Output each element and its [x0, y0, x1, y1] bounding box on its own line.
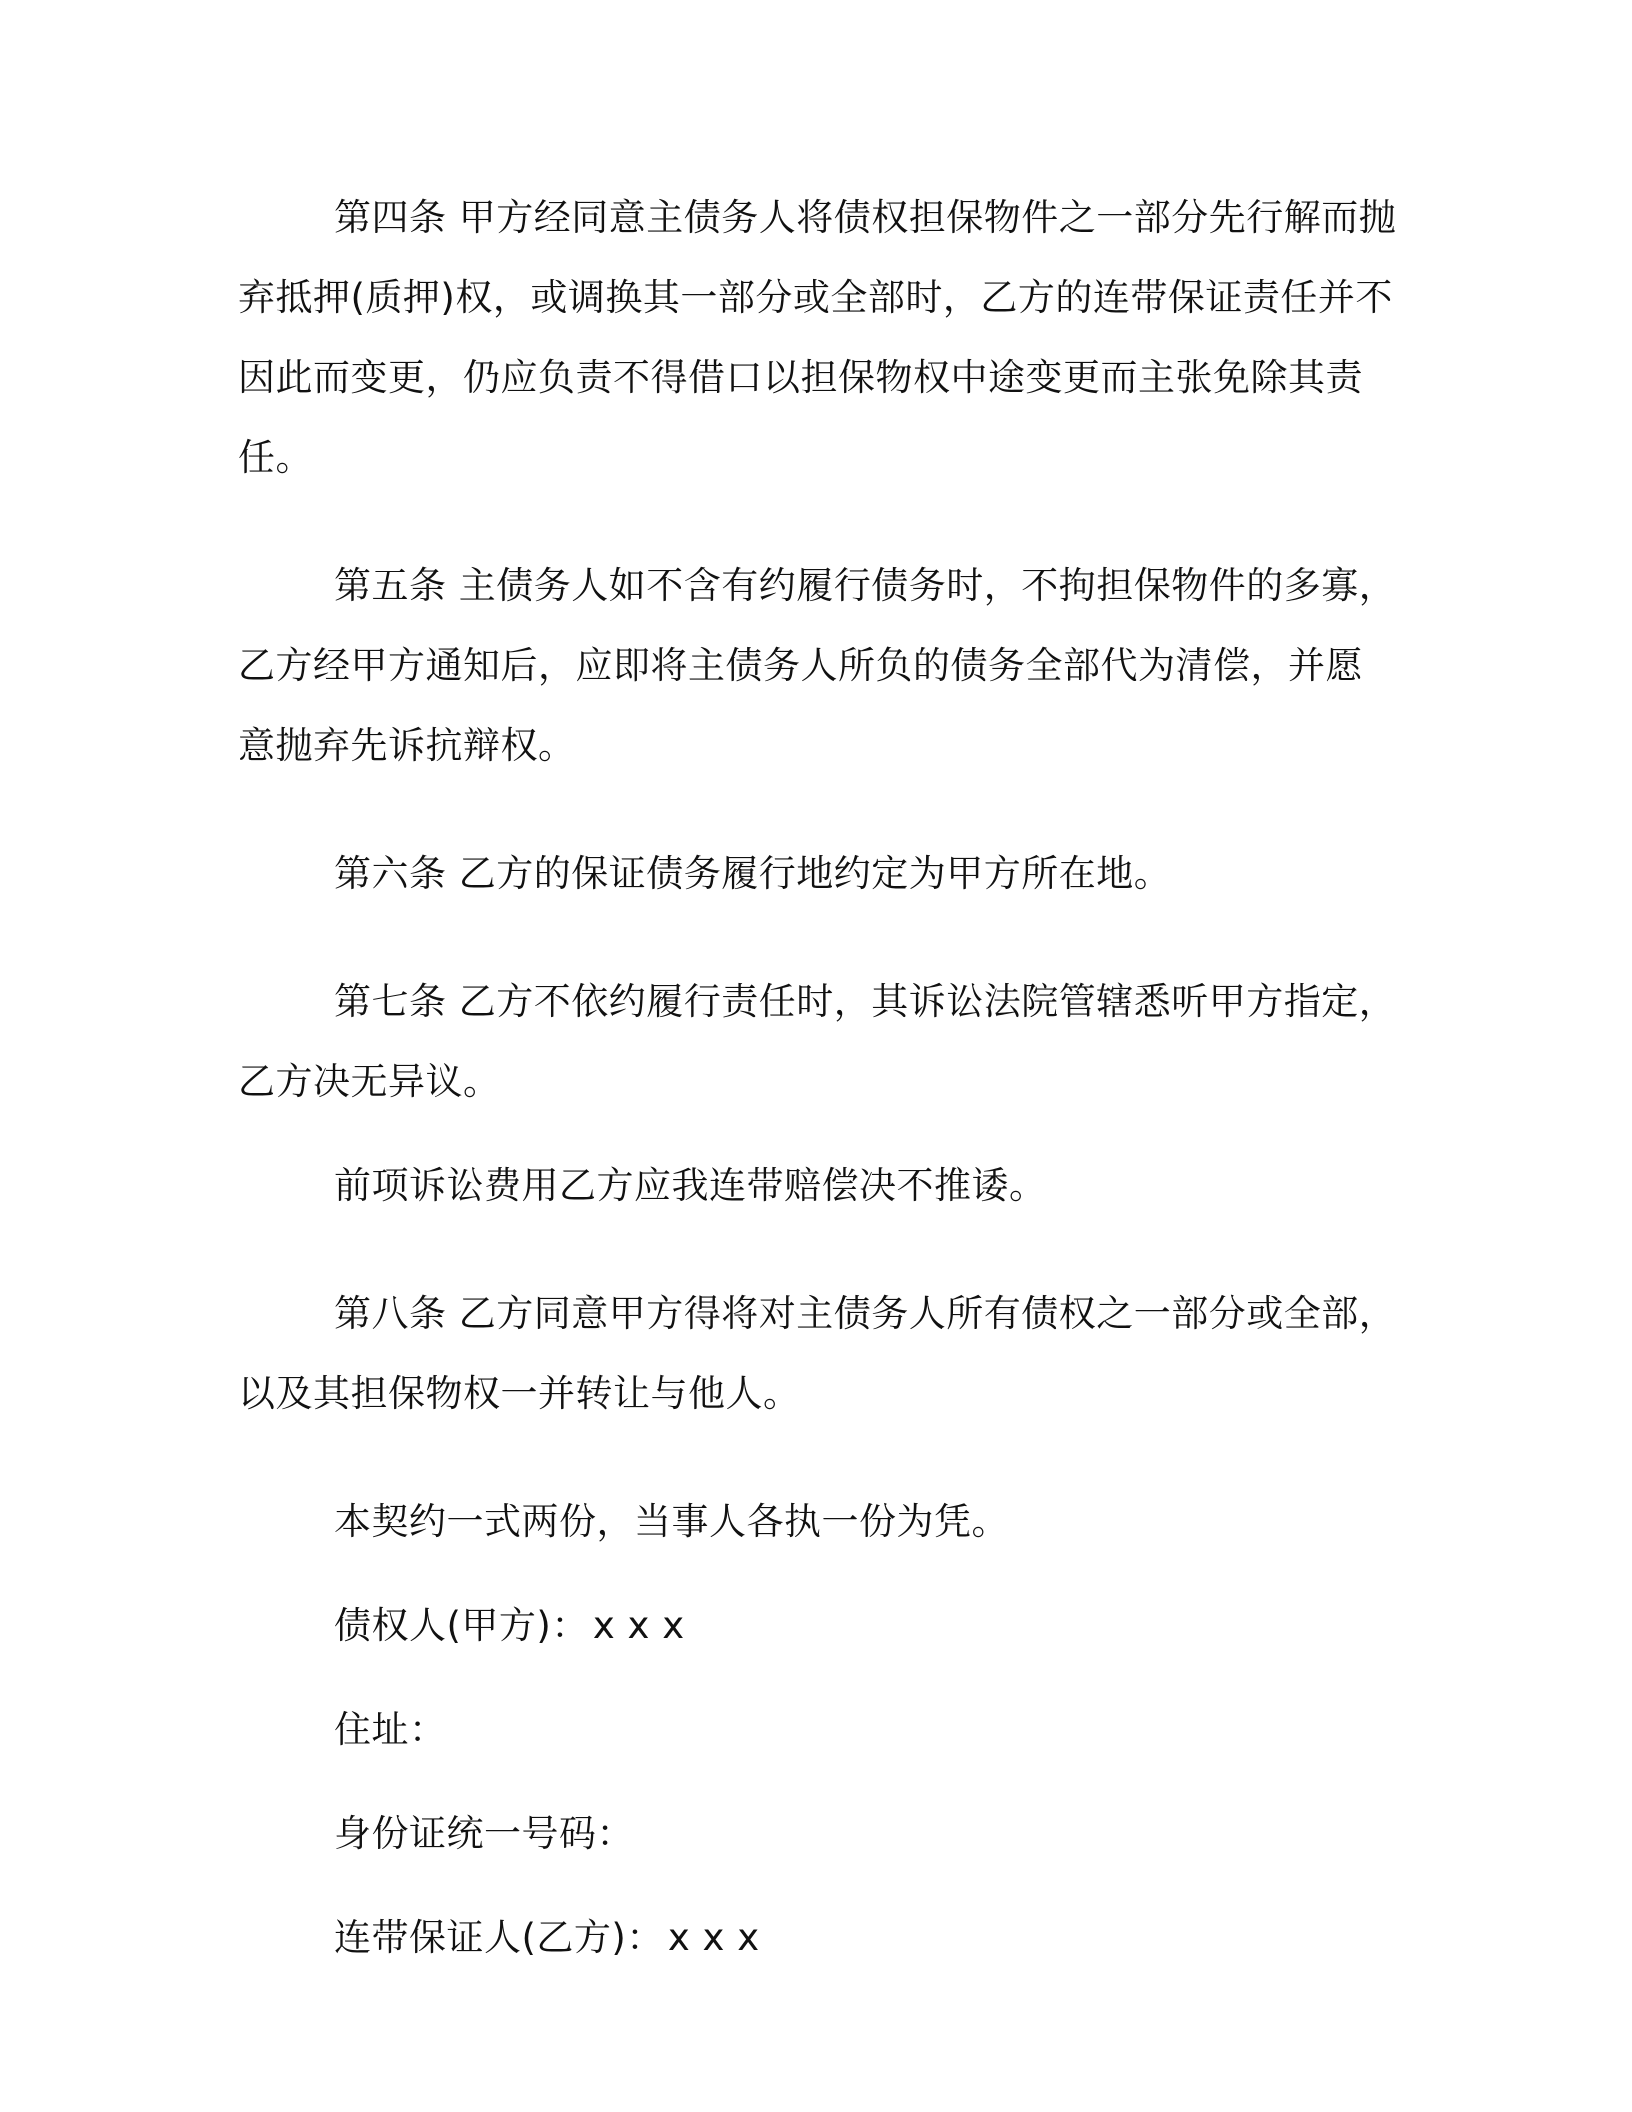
creditor-label: 债权人(甲方)： — [334, 1604, 589, 1647]
id-number-field — [238, 1794, 1398, 1874]
article-8-paragraph: 第八条 乙方同意甲方得将对主债务人所有债权之一部分或全部，以及其担保物权一并转让与他人。 — [238, 1292, 1397, 1415]
article-7-paragraph: 第七条 乙方不依约履行责任时，其诉讼法院管辖悉听甲方指定，乙方决无异议。 — [238, 980, 1397, 1103]
address-label: 住址： — [334, 1708, 447, 1751]
document-body — [238, 178, 1398, 2002]
address-field — [238, 1690, 1398, 1770]
guarantor-label: 连带保证人(乙方)： — [334, 1916, 664, 1959]
copies-paragraph: 本契约一式两份，当事人各执一份为凭。 — [334, 1500, 1009, 1543]
id-number-label: 身份证统一号码： — [334, 1812, 634, 1855]
guarantor-value: x x x — [667, 1916, 760, 1959]
article-4-paragraph: 第四条 甲方经同意主债务人将债权担保物件之一部分先行解而抛弃抵押(质押)权，或调换其一部分或全部时，乙方的连带保证责任并不因此而变更，仍应负责不得借口以担保物权中途变更而主张免除其责任。 — [238, 196, 1397, 479]
article-5-paragraph: 第五条 主债务人如不含有约履行债务时，不拘担保物件的多寡，乙方经甲方通知后，应即将主债务人所负的债务全部代为清偿，并愿意抛弃先诉抗辩权。 — [238, 564, 1397, 767]
litigation-cost-paragraph: 前项诉讼费用乙方应我连带赔偿决不推诿。 — [334, 1164, 1047, 1207]
guarantor-field — [238, 1898, 1398, 1978]
article-6-paragraph: 第六条 乙方的保证债务履行地约定为甲方所在地。 — [334, 852, 1172, 895]
creditor-value: x x x — [592, 1604, 685, 1647]
creditor-field — [238, 1586, 1398, 1666]
